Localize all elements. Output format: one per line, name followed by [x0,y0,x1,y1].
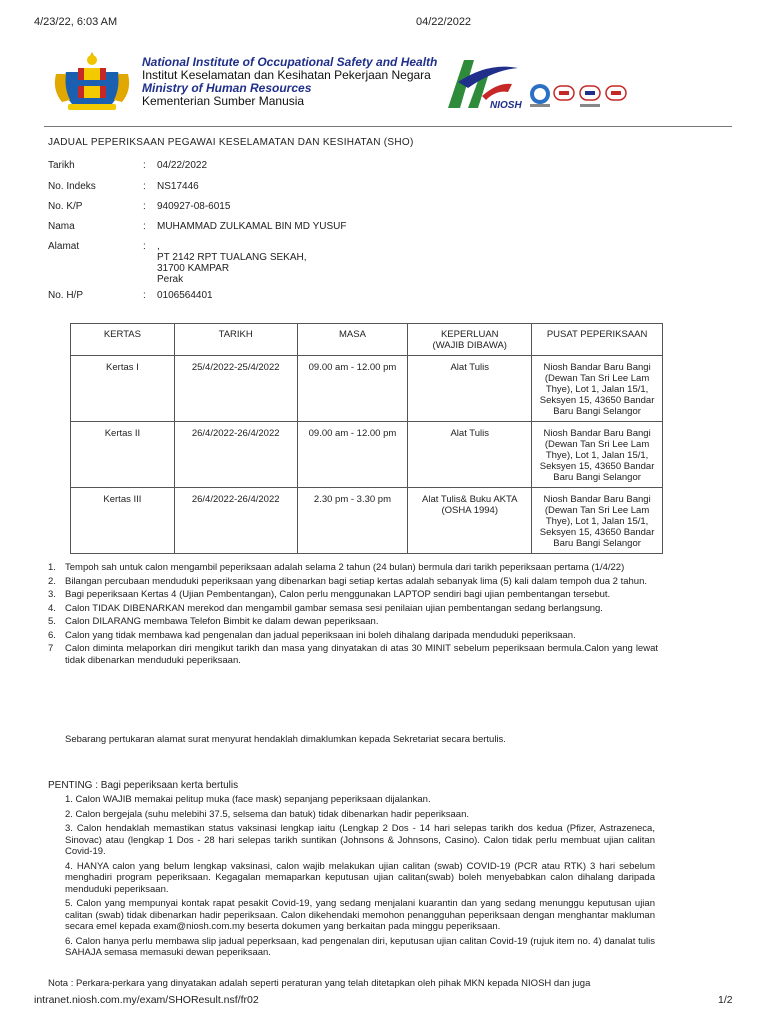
info-value: NS17446 [157,181,199,192]
note-text: Calon TIDAK DIBENARKAN merekod dan mengambil gambar semasa sesi penilaian ujian pembentangan sedang berlangsung. [65,602,603,614]
nota-paragraph: Nota : Perkara-perkara yang dinyatakan adalah seperti peraturan yang telah ditetapkan oleh pihak MKN kepada NIOSH dan juga [48,978,591,989]
list-item [48,589,658,601]
table-row [71,356,663,422]
list-item [48,630,658,642]
note-number: 6. [48,629,56,641]
column-header-keperluan: KEPERLUAN (WAJIB DIBAWA) [408,324,532,356]
note-number: 1. [48,562,56,573]
note-text: Calon yang tidak membawa kad pengenalan dan jadual peperiksaan ini boleh dihalang daripada menduduki peperiksaan. [65,629,576,641]
print-datetime: 4/23/22, 6:03 AM [34,16,118,28]
note-text: Bagi peperiksaan Kertas 4 (Ujian Pembentangan), Calon perlu menggunakan LAPTOP sendiri bagi ujian pembentangan tersebut. [65,589,611,600]
info-label: No. H/P [48,290,84,301]
cell-pusat: Niosh Bandar Baru Bangi (Dewan Tan Sri Lee Lam Thye), Lot 1, Jalan 15/1, Seksyen 15, 43650 Bandar Baru Bangi Selangor [532,488,663,554]
cell-pusat: Niosh Bandar Baru Bangi (Dewan Tan Sri Lee Lam Thye), Lot 1, Jalan 15/1, Seksyen 15, 43650 Bandar Baru Bangi Selangor [532,422,663,488]
penting-heading: PENTING : Bagi peperiksaan kerta bertulis [48,780,239,791]
column-header-tarikh: TARIKH [174,324,297,356]
list-item [48,643,658,666]
cell-kertas: Kertas III [71,488,175,554]
cell-keperluan: Alat Tulis& Buku AKTA (OSHA 1994) [408,488,532,554]
info-row-nama [48,221,648,235]
cell-kertas: Kertas I [71,356,175,422]
info-row-tarikh [48,160,648,174]
list-item: 5. Calon yang mempunyai kontak rapat pesakit Covid-19, yang sedang menjalani kuarantin dan yang sedang menunggu keputusan ujian calitan (swab) tidak dibenarkan hadir peperiksaan. Calon dikehendaki memohon penangguhan peperiksaan dengan menghantar makluman secara emel kepada exam@niosh.com.my beserta dokumen yang berkaitan pada minggu peperiksaan. [65,898,655,932]
list-item: 4. HANYA calon yang belum lengkap vaksinasi, calon wajib melakukan ujian calitan (swab) COVID-19 (PCR atau RTK) 3 hari sebelum menghadiri program peperiksaan. Kegagalan memaparkan keputusan ujian calitan(swab) boleh menyebabkan calon dihalang daripada menduduki peperiksaan. [65,860,655,895]
info-row-alamat [48,241,648,289]
info-separator: : [143,181,146,192]
cell-tarikh: 25/4/2022-25/4/2022 [174,356,297,422]
note-number: 4. [48,602,56,614]
info-value: MUHAMMAD ZULKAMAL BIN MD YUSUF [157,221,347,232]
note-text: Bilangan percubaan menduduki peperiksaan yang dibenarkan bagi setiap kertas adalah sebanyak lima (5) kali dalam tempoh dua 2 tahun. [65,575,647,587]
cell-keperluan: Alat Tulis [408,356,532,422]
note-number: 7 [48,643,54,654]
info-value: 940927-08-6015 [157,201,231,212]
table-row [71,488,663,554]
coat-of-arms-logo [50,50,134,112]
info-row-no-hp [48,290,648,304]
column-header-kertas: KERTAS [71,324,175,356]
info-separator: : [143,290,146,301]
cell-masa: 09.00 am - 12.00 pm [297,356,408,422]
list-item [48,576,658,588]
info-separator: : [143,201,146,212]
print-date: 04/22/2022 [416,16,472,28]
institution-name-en: National Institute of Occupational Safety and Health [142,55,438,69]
column-header-pusat-peperiksaan: PUSAT PEPERIKSAAN [532,324,663,356]
list-item: 6. Calon hanya perlu membawa slip jadual peperksaan, kad pengenalan diri, keputusan ujian calitan Covid-19 (rujuk item no. 4) danalat tulis SAHAJA semasa memasuki dewan peperiksaan. [65,935,655,958]
note-number: 5. [48,616,56,627]
penting-list [65,794,655,962]
list-item [48,603,658,615]
table-row [71,422,663,488]
address-change-note: Sebarang pertukaran alamat surat menyurat hendaklah dimaklumkan kepada Sekretariat secara bertulis. [65,734,506,745]
info-separator: : [143,160,146,171]
print-url: intranet.niosh.com.my/exam/SHOResult.nsf/fr02 [34,994,259,1006]
niosh-logo-text: NIOSH [490,100,522,111]
ministry-name-ms: Kementerian Sumber Manusia [142,94,305,108]
cell-pusat: Niosh Bandar Baru Bangi (Dewan Tan Sri Lee Lam Thye), Lot 1, Jalan 15/1, Seksyen 15, 43650 Bandar Baru Bangi Selangor [532,356,663,422]
table-header-row [71,324,663,356]
header-divider [44,126,732,127]
info-label: No. K/P [48,201,83,212]
info-separator: : [143,241,146,252]
note-text: Tempoh sah untuk calon mengambil peperiksaan adalah selama 2 tahun (24 bulan) bermula dari tarikh peperiksaan pertama (1/4/22) [65,562,625,573]
cell-kertas: Kertas II [71,422,175,488]
cell-tarikh: 26/4/2022-26/4/2022 [174,488,297,554]
info-row-no-kp [48,201,648,215]
info-value: 04/22/2022 [157,160,208,171]
print-page-number: 1/2 [718,994,733,1006]
certification-badges [528,82,628,110]
info-value: 0106564401 [157,290,213,301]
ministry-name-en: Ministry of Human Resources [142,81,312,95]
document-title: JADUAL PEPERIKSAAN PEGAWAI KESELAMATAN DAN KESIHATAN (SHO) [48,137,414,148]
cell-tarikh: 26/4/2022-26/4/2022 [174,422,297,488]
niosh-logo [438,52,524,114]
list-item: 3. Calon hendaklah memastikan status vaksinasi lengkap iaitu (Lengkap 2 Dos - 14 hari selepas tarikh dos kedua (Pfizer, Astrazeneca, Sinovac) atau (lengkap 1 Dos - 28 hari selepas tarikh suntikan (Johnsons & Johnsons, Casino). Calon tidak perlu membuat ujian calitan Covid-19. [65,823,655,857]
note-number: 3. [48,589,56,600]
info-value: , PT 2142 RPT TUALANG SEKAH, 31700 KAMPAR Perak [157,241,307,285]
cell-masa: 2.30 pm - 3.30 pm [297,488,408,554]
info-label: Nama [48,221,75,232]
list-item: 2. Calon bergejala (suhu melebihi 37.5, selsema dan batuk) tidak dibenarkan hadir peperiksaan. [65,808,470,820]
institution-name-ms: Institut Keselamatan dan Kesihatan Pekerjaan Negara [142,68,431,82]
note-text: Calon DILARANG membawa Telefon Bimbit ke dalam dewan peperiksaan. [65,616,379,627]
exam-schedule-table [70,323,663,554]
cell-keperluan: Alat Tulis [408,422,532,488]
institution-block [142,56,437,108]
cell-masa: 09.00 am - 12.00 pm [297,422,408,488]
info-separator: : [143,221,146,232]
info-label: Alamat [48,241,80,252]
exam-rules-list [48,562,658,668]
column-header-masa: MASA [297,324,408,356]
list-item [48,562,658,574]
list-item [48,616,658,628]
info-label: Tarikh [48,160,75,171]
list-item: 1. Calon WAJIB memakai pelitup muka (face mask) sepanjang peperiksaan dijalankan. [65,794,431,805]
note-text: Calon diminta melaporkan diri mengikut tarikh dan masa yang dinyatakan di atas 30 MINIT sebelum peperiksaan bermula.Calon yang lewat tidak dibenarkan menduduki peperiksaan. [65,643,658,666]
info-label: No. Indeks [48,181,96,192]
info-row-no-indeks [48,181,648,195]
note-number: 2. [48,575,56,587]
